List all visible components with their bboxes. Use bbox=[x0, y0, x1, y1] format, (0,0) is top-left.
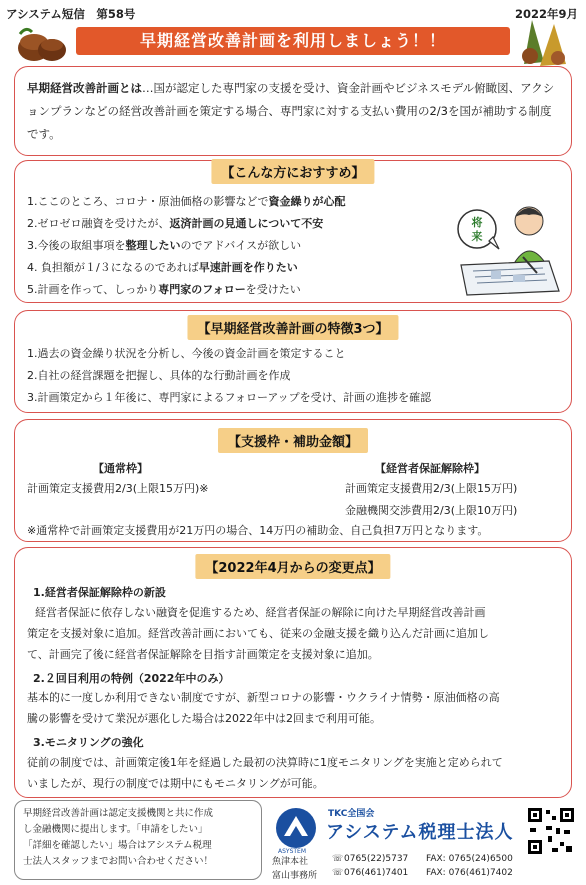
features-title: 【早期経営改善計画の特徴3つ】 bbox=[187, 315, 398, 340]
feature-item: 2.自社の経営課題を把握し、具体的な行動計画を作成 bbox=[27, 369, 291, 382]
guarantee-frame-amount-1: 計画策定支援費用2/3(上限15万円) bbox=[345, 482, 518, 495]
page-title: 早期経営改善計画を利用しましょう！！ bbox=[76, 27, 510, 55]
features-section bbox=[14, 310, 572, 413]
asystem-logo-icon bbox=[274, 806, 318, 850]
recommend-item: 5.計画を作って、しっかり専門家のフォローを受けたい bbox=[27, 283, 301, 296]
guarantee-frame-label: 【経営者保証解除枠】 bbox=[375, 462, 485, 475]
support-section bbox=[14, 419, 572, 542]
intro-text: …国が認定した専門家の支援を受け、資金計画やビジネスモデル俯瞰図、アクションプランなどの経営改善計画を策定する場合、専門家に対する支払い費用の2/3を国が補助する制度です。 bbox=[27, 81, 555, 141]
support-title: 【支援枠・補助金額】 bbox=[218, 428, 368, 453]
contact-note: 早期経営改善計画は認定支援機関と共に作成 し金融機関に提出します。「申請をしたい」 「詳細を確認したい」場合はアシステム税理 士法人スタッフまでお問い合わせください！ bbox=[14, 800, 262, 880]
svg-text:将: 将 bbox=[471, 216, 483, 229]
feature-item: 3.計画策定から１年後に、専門家によるフォローアップを受け、計画の進捗を確認 bbox=[27, 391, 432, 404]
office-tel: 0765(22)5737 bbox=[344, 854, 409, 864]
change-heading: 1.経営者保証解除枠の新設 bbox=[33, 586, 166, 599]
recommend-item: 3.今後の取組事項を整理したいのでアドバイスが欲しい bbox=[27, 239, 302, 252]
office-name: 魚津本社 bbox=[272, 857, 309, 867]
issue-label: アシステム短信 第58号 bbox=[6, 7, 136, 21]
planning-person-illustration bbox=[453, 195, 565, 299]
change-heading: 3.モニタリングの強化 bbox=[33, 736, 144, 749]
office-tel: 076(461)7401 bbox=[344, 868, 409, 878]
svg-text:来: 来 bbox=[471, 230, 483, 243]
recommend-item: 1.ここのところ、コロナ・原油価格の影響などで資金繰りが心配 bbox=[27, 195, 346, 208]
intro-box bbox=[14, 66, 572, 156]
chestnut-icon bbox=[12, 20, 72, 64]
normal-frame-amount: 計画策定支援費用2/3(上限15万円)※ bbox=[27, 482, 209, 495]
change-body: 基本的に一度しか利用できない制度ですが、新型コロナの影響・ウクライナ情勢・原油価格の高 騰の影響を受けて業況が悪化した場合は2022年中は2回まで利用可能。 bbox=[27, 691, 500, 725]
phone-icon: ☏ bbox=[332, 868, 344, 878]
recommend-section bbox=[14, 160, 572, 303]
recommend-item: 2.ゼロゼロ融資を受けたが、返済計画の見通しについて不安 bbox=[27, 217, 324, 230]
guarantee-frame-amount-2: 金融機関交渉費用2/3(上限10万円) bbox=[345, 504, 518, 517]
intro-term: 早期経営改善計画とは bbox=[27, 81, 142, 95]
phone-icon: ☏ bbox=[332, 854, 344, 864]
autumn-leaves-icon bbox=[510, 14, 576, 70]
qr-code-icon bbox=[526, 806, 576, 856]
tkc-label: TKC全国会 bbox=[328, 809, 375, 819]
changes-title: 【2022年4月からの変更点】 bbox=[195, 554, 390, 579]
recommend-item: 4. 負担額が１/３になるのであれば早速計画を作りたい bbox=[27, 261, 298, 274]
logo-caption: ASYSTEM bbox=[278, 848, 307, 855]
change-body: 従前の制度では、計画策定後1年を経過した最初の決算時に1度モニタリングを実施と定められて いましたが、現行の制度では期中にもモニタリングが可能。 bbox=[27, 756, 503, 790]
change-body: 経営者保証に依存しない融資を促進するため、経営者保証の解除に向けた早期経営改善計画 策定を支援対象に追加。経営改善計画においても、従来の金融支援を織り込んだ計画に追加し て、計画完了後に経営者保証解除を目指す計画策定を支援対象に追加。 bbox=[27, 606, 489, 661]
changes-section bbox=[14, 547, 572, 798]
office-name: 富山事務所 bbox=[272, 871, 318, 881]
issue-date: 2022年9月 bbox=[514, 7, 578, 21]
firm-info bbox=[268, 800, 582, 882]
office-fax: FAX: 0765(24)6500 bbox=[426, 854, 513, 864]
normal-frame-label: 【通常枠】 bbox=[93, 462, 148, 475]
recommend-title: 【こんな方におすすめ】 bbox=[211, 159, 374, 184]
office-fax: FAX: 076(461)7402 bbox=[426, 868, 513, 878]
feature-item: 1.過去の資金繰り状況を分析し、今後の資金計画を策定すること bbox=[27, 347, 346, 360]
support-note: ※通常枠で計画策定支援費用が21万円の場合、14万円の補助金、自己負担7万円となります。 bbox=[27, 524, 489, 537]
change-heading: 2.２回目利用の特例（2022年中のみ） bbox=[33, 672, 230, 685]
firm-name: アシステム税理士法人 bbox=[326, 822, 514, 843]
